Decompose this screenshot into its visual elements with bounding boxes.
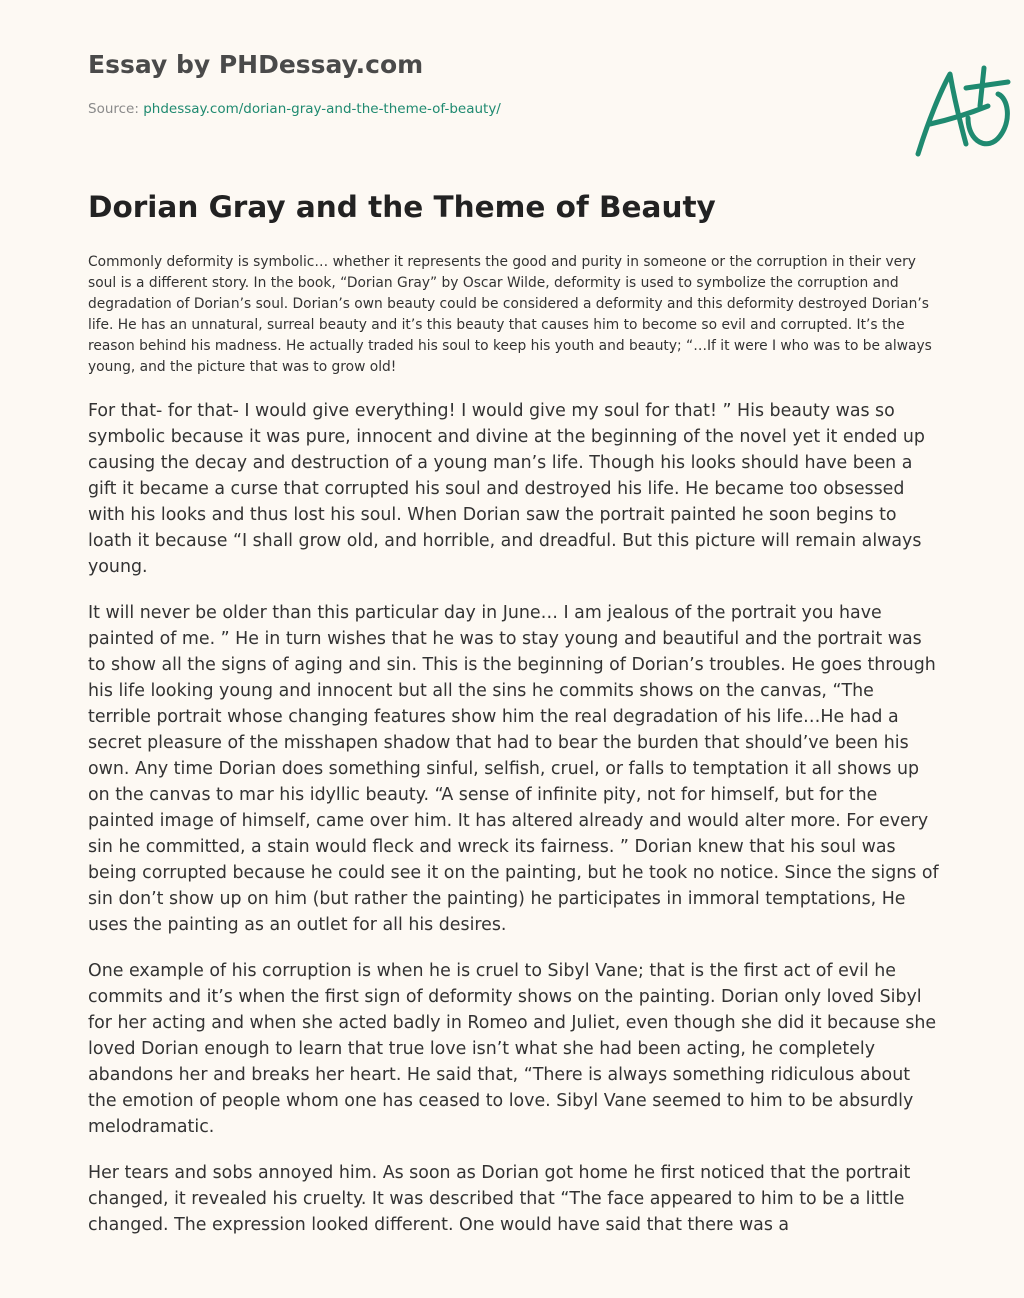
essay-paragraph: It will never be older than this particular day in June… I am jealous of the portrait you have painted of me. ” He in turn wishes that he was to stay young and beautiful and the portrait was to show all the signs of aging and sin. This is the beginning of Dorian’s troubles. He goes through his life looking young and innocent but all the sins he commits shows on the canvas, “The terrible portrait whose changing features show him the real degradation of his life…He had a secret pleasure of the misshapen shadow that had to bear the burden that should’ve been his own. Any time Dorian does something sinful, selfish, cruel, or falls to temptation it all shows up on the canvas to mar his idyllic beauty. “A sense of infinite pity, not for himself, but for the painted image of himself, came over him. It has altered already and would alter more. For every sin he committed, a stain would fleck and wreck its fairness. ” Dorian knew that his soul was being corrupted because he could see it on the painting, but he took no notice. Since the signs of sin don’t show up on him (but rather the painting) he participates in immoral temptations, He uses the painting as an outlet for all his desires. xyxy=(88,603,939,935)
source-label: Source: xyxy=(88,101,144,117)
source-link[interactable]: phdessay.com/dorian-gray-and-the-theme-of-beauty/ xyxy=(143,101,501,117)
essay-title: Dorian Gray and the Theme of Beauty xyxy=(88,190,716,224)
a-plus-logo-icon xyxy=(908,62,1018,162)
essay-body xyxy=(88,398,940,1250)
source-line xyxy=(88,101,501,117)
essay-paragraph: Her tears and sobs annoyed him. As soon as Dorian got home he first noticed that the portrait changed, it revealed his cruelty. It was described that “The face appeared to him to be a little changed. The expression looked different. One would have said that there was a xyxy=(88,1163,911,1235)
essay-paragraph: One example of his corruption is when he is cruel to Sibyl Vane; that is the first act of evil he commits and it’s when the first sign of deformity shows on the painting. Dorian only loved Sibyl for her acting and when she acted badly in Romeo and Juliet, even though she did it because she loved Dorian enough to learn that true love isn’t what she had been acting, he completely abandons her and breaks her heart. He said that, “There is always something ridiculous about the emotion of people whom one has ceased to love. Sibyl Vane seemed to him to be absurdly melodramatic. xyxy=(88,961,937,1137)
site-brand: Essay by PHDessay.com xyxy=(88,50,424,79)
essay-intro: Commonly deformity is symbolic… whether it represents the good and purity in someone or the corruption in their very soul is a different story. In the book, “Dorian Gray” by Oscar Wilde, deformity is used to symbolize the corruption and degradation of Dorian’s soul. Dorian’s own beauty could be considered a deformity and this deformity destroyed Dorian’s life. He has an unnatural, surreal beauty and it’s this beauty that causes him to become so evil and corrupted. It’s the reason behind his madness. He actually traded his soul to keep his youth and beauty; “…If it were I who was to be always young, and the picture that was to grow old! xyxy=(88,254,932,375)
essay-paragraph: For that- for that- I would give everything! I would give my soul for that! ” His beauty was so symbolic because it was pure, innocent and divine at the beginning of the novel yet it ended up causing the decay and destruction of a young man’s life. Though his looks should have been a gift it became a curse that corrupted his soul and destroyed his life. He became too obsessed with his looks and thus lost his soul. When Dorian saw the portrait painted he soon begins to loath it because “I shall grow old, and horrible, and dreadful. But this picture will remain always young. xyxy=(88,401,925,577)
